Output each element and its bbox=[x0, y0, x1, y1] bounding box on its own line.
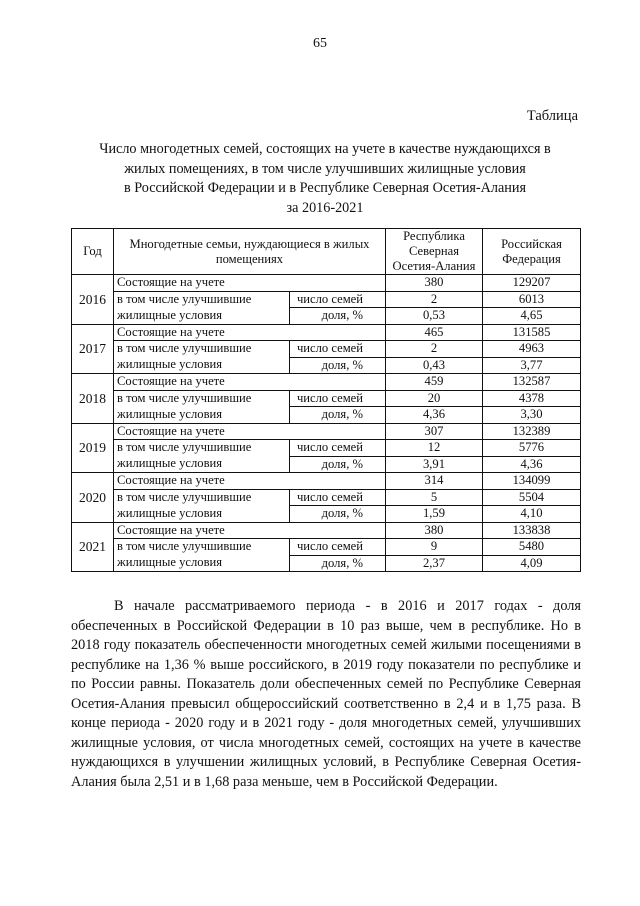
count-label: число семей bbox=[290, 489, 386, 506]
header-families: Многодетные семьи, нуждающиеся в жилых помещениях bbox=[114, 229, 386, 275]
year-cell: 2019 bbox=[72, 423, 114, 473]
share-russia: 3,77 bbox=[483, 357, 581, 374]
count-republic: 20 bbox=[386, 390, 483, 407]
registered-republic: 307 bbox=[386, 423, 483, 440]
registered-label: Состоящие на учете bbox=[114, 275, 386, 292]
count-russia: 4378 bbox=[483, 390, 581, 407]
table-row bbox=[72, 489, 581, 506]
page-number: 65 bbox=[313, 36, 327, 51]
count-republic: 2 bbox=[386, 341, 483, 358]
table-row bbox=[72, 407, 581, 424]
improved-label-line1: в том числе улучшившие bbox=[114, 440, 290, 457]
registered-russia: 131585 bbox=[483, 324, 581, 341]
count-republic: 9 bbox=[386, 539, 483, 556]
share-republic: 0,43 bbox=[386, 357, 483, 374]
table-row bbox=[72, 291, 581, 308]
count-label: число семей bbox=[290, 440, 386, 457]
header-russia: Российская Федерация bbox=[483, 229, 581, 275]
count-republic: 5 bbox=[386, 489, 483, 506]
header-republic: Республика Северная Осетия-Алания bbox=[386, 229, 483, 275]
count-label: число семей bbox=[290, 539, 386, 556]
count-russia: 5504 bbox=[483, 489, 581, 506]
count-republic: 2 bbox=[386, 291, 483, 308]
year-cell: 2021 bbox=[72, 522, 114, 572]
year-cell: 2020 bbox=[72, 473, 114, 523]
header-year: Год bbox=[72, 229, 114, 275]
table-row bbox=[72, 374, 581, 391]
improved-label-line2: жилищные условия bbox=[114, 357, 290, 374]
year-cell: 2017 bbox=[72, 324, 114, 374]
registered-label: Состоящие на учете bbox=[114, 324, 386, 341]
share-russia: 4,09 bbox=[483, 555, 581, 572]
table-label: Таблица bbox=[526, 108, 578, 124]
share-label: доля, % bbox=[290, 357, 386, 374]
registered-label: Состоящие на учете bbox=[114, 473, 386, 490]
share-republic: 3,91 bbox=[386, 456, 483, 473]
improved-label-line2: жилищные условия bbox=[114, 456, 290, 473]
share-russia: 3,30 bbox=[483, 407, 581, 424]
count-russia: 5776 bbox=[483, 440, 581, 457]
improved-label-line1: в том числе улучшившие bbox=[114, 341, 290, 358]
improved-label-line1: в том числе улучшившие bbox=[114, 489, 290, 506]
share-label: доля, % bbox=[290, 456, 386, 473]
count-label: число семей bbox=[290, 390, 386, 407]
share-russia: 4,36 bbox=[483, 456, 581, 473]
count-russia: 4963 bbox=[483, 341, 581, 358]
share-russia: 4,65 bbox=[483, 308, 581, 325]
share-republic: 1,59 bbox=[386, 506, 483, 523]
caption-line: Число многодетных семей, состоящих на учете в качестве нуждающихся в bbox=[99, 141, 551, 157]
registered-russia: 132587 bbox=[483, 374, 581, 391]
table-row bbox=[72, 506, 581, 523]
count-label: число семей bbox=[290, 341, 386, 358]
improved-label-line2: жилищные условия bbox=[114, 407, 290, 424]
year-cell: 2018 bbox=[72, 374, 114, 424]
table-row bbox=[72, 308, 581, 325]
count-russia: 5480 bbox=[483, 539, 581, 556]
improved-label-line1: в том числе улучшившие bbox=[114, 390, 290, 407]
table-row bbox=[72, 456, 581, 473]
share-republic: 0,53 bbox=[386, 308, 483, 325]
count-label: число семей bbox=[290, 291, 386, 308]
improved-label-line2: жилищные условия bbox=[114, 555, 290, 572]
registered-republic: 465 bbox=[386, 324, 483, 341]
table-row bbox=[72, 275, 581, 292]
registered-label: Состоящие на учете bbox=[114, 423, 386, 440]
caption-line: в Российской Федерации и в Республике Северная Осетия-Алания bbox=[123, 180, 526, 196]
families-table bbox=[71, 228, 581, 572]
share-label: доля, % bbox=[290, 506, 386, 523]
improved-label-line1: в том числе улучшившие bbox=[114, 539, 290, 556]
improved-label-line2: жилищные условия bbox=[114, 506, 290, 523]
registered-label: Состоящие на учете bbox=[114, 522, 386, 539]
table-row bbox=[72, 390, 581, 407]
share-label: доля, % bbox=[290, 407, 386, 424]
table-row bbox=[72, 555, 581, 572]
count-republic: 12 bbox=[386, 440, 483, 457]
share-label: доля, % bbox=[290, 555, 386, 572]
table-row bbox=[72, 539, 581, 556]
improved-label-line2: жилищные условия bbox=[114, 308, 290, 325]
table-row bbox=[72, 522, 581, 539]
registered-russia: 129207 bbox=[483, 275, 581, 292]
registered-russia: 133838 bbox=[483, 522, 581, 539]
caption-line: жилых помещениях, в том числе улучшивших жилищные условия bbox=[124, 160, 526, 177]
registered-republic: 380 bbox=[386, 275, 483, 292]
improved-label-line1: в том числе улучшившие bbox=[114, 291, 290, 308]
table-header-row bbox=[72, 229, 581, 275]
table-row bbox=[72, 341, 581, 358]
registered-russia: 134099 bbox=[483, 473, 581, 490]
analysis-paragraph: В начале рассматриваемого периода - в 2016 и 2017 годах - доля обеспеченных в Российской Федерации в 10 раз выше, чем в республике. Но в 2018 году показатель обеспеченности многодетных семей жилыми посещениями в республике на 1,36 % выше российского, в 2019 году показатели по республике и по России равны. Показатель доли обеспеченных семей по Республике Северная Осетия-Алания превысил общероссийский соответственно в 2,4 и в 1,75 раза. В конце периода - 2020 году и в 2021 году - доля многодетных семей, улучшивших жилищные условия, от числа многодетных семей, состоящих на учете в качестве нуждающихся в улучшении жилищных условий, в Республике Северная Осетия-Алания была 2,51 и в 1,68 раза меньше, чем в Российской Федерации. bbox=[71, 598, 581, 790]
registered-russia: 132389 bbox=[483, 423, 581, 440]
registered-republic: 314 bbox=[386, 473, 483, 490]
table-row bbox=[72, 357, 581, 374]
share-republic: 4,36 bbox=[386, 407, 483, 424]
count-russia: 6013 bbox=[483, 291, 581, 308]
share-label: доля, % bbox=[290, 308, 386, 325]
table-caption bbox=[70, 140, 580, 218]
caption-line: за 2016-2021 bbox=[286, 199, 364, 216]
registered-republic: 380 bbox=[386, 522, 483, 539]
share-russia: 4,10 bbox=[483, 506, 581, 523]
year-cell: 2016 bbox=[72, 275, 114, 325]
table-body bbox=[72, 275, 581, 572]
table-row bbox=[72, 423, 581, 440]
registered-label: Состоящие на учете bbox=[114, 374, 386, 391]
share-republic: 2,37 bbox=[386, 555, 483, 572]
table-row bbox=[72, 324, 581, 341]
table-row bbox=[72, 473, 581, 490]
registered-republic: 459 bbox=[386, 374, 483, 391]
table-row bbox=[72, 440, 581, 457]
